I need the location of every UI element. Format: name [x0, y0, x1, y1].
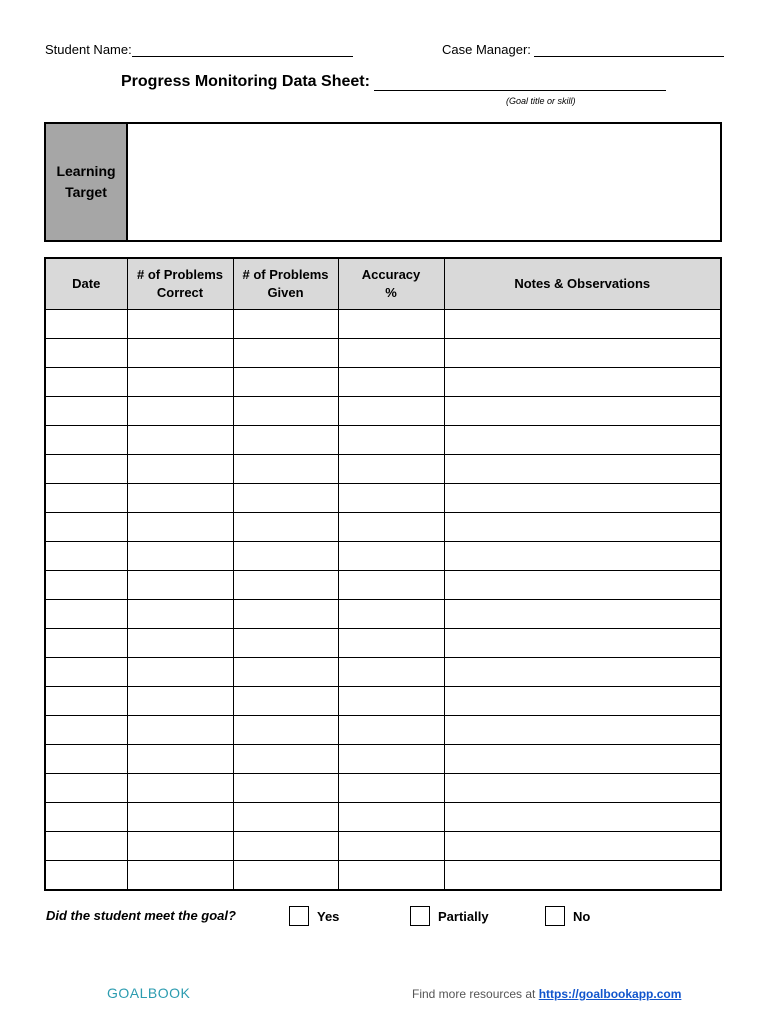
table-cell[interactable]: [233, 716, 338, 745]
table-row: [45, 426, 721, 455]
table-row: [45, 455, 721, 484]
table-cell[interactable]: [127, 513, 233, 542]
option-yes[interactable]: [289, 906, 339, 926]
learning-target-box: [44, 122, 722, 242]
table-row: [45, 600, 721, 629]
option-no[interactable]: [545, 906, 590, 926]
table-cell[interactable]: [45, 687, 127, 716]
table-cell[interactable]: [127, 600, 233, 629]
learning-target-content[interactable]: [128, 124, 720, 240]
case-manager-field[interactable]: [442, 42, 724, 57]
footer-link[interactable]: https://goalbookapp.com: [538, 987, 682, 1001]
table-body: [45, 310, 721, 891]
table-cell[interactable]: [233, 426, 338, 455]
table-cell[interactable]: [127, 542, 233, 571]
table-cell[interactable]: [233, 484, 338, 513]
table-cell[interactable]: [338, 310, 444, 339]
table-cell[interactable]: [444, 513, 721, 542]
table-cell[interactable]: [45, 339, 127, 368]
case-manager-label: Case Manager:: [442, 42, 531, 57]
table-cell[interactable]: [233, 310, 338, 339]
table-cell[interactable]: [444, 745, 721, 774]
no-label: No: [573, 908, 591, 924]
table-cell[interactable]: [45, 861, 127, 891]
table-cell[interactable]: [444, 426, 721, 455]
table-cell[interactable]: [233, 658, 338, 687]
sheet-title: [121, 73, 666, 91]
table-cell[interactable]: [127, 397, 233, 426]
table-cell[interactable]: [338, 687, 444, 716]
table-cell[interactable]: [233, 687, 338, 716]
column-header-problems-given: # of Problems Given: [233, 258, 338, 310]
table-row: [45, 542, 721, 571]
table-cell[interactable]: [233, 397, 338, 426]
table-row: [45, 774, 721, 803]
table-cell[interactable]: [444, 455, 721, 484]
table-row: [45, 745, 721, 774]
table-cell[interactable]: [444, 397, 721, 426]
table-cell[interactable]: [338, 339, 444, 368]
table-cell[interactable]: [444, 658, 721, 687]
table-cell[interactable]: [444, 832, 721, 861]
table-cell[interactable]: [444, 368, 721, 397]
case-manager-line[interactable]: [534, 42, 724, 57]
goal-check-row: [46, 906, 726, 930]
table-cell[interactable]: [127, 687, 233, 716]
table-cell[interactable]: [444, 687, 721, 716]
student-name-label: Student Name:: [45, 42, 132, 57]
progress-data-table: [44, 257, 722, 891]
table-cell[interactable]: [444, 774, 721, 803]
table-cell[interactable]: [338, 484, 444, 513]
table-cell[interactable]: [233, 455, 338, 484]
table-cell[interactable]: [338, 745, 444, 774]
table-cell[interactable]: [233, 600, 338, 629]
table-cell[interactable]: [127, 658, 233, 687]
option-partially[interactable]: [410, 906, 489, 926]
table-cell[interactable]: [338, 861, 444, 891]
table-cell[interactable]: [338, 542, 444, 571]
table-row: [45, 310, 721, 339]
table-cell[interactable]: [45, 397, 127, 426]
table-cell[interactable]: [233, 339, 338, 368]
table-cell[interactable]: [45, 629, 127, 658]
table-cell[interactable]: [127, 716, 233, 745]
table-cell[interactable]: [45, 745, 127, 774]
table-cell[interactable]: [45, 658, 127, 687]
table-cell[interactable]: [338, 803, 444, 832]
table-cell[interactable]: [233, 542, 338, 571]
table-cell[interactable]: [233, 513, 338, 542]
table-row: [45, 716, 721, 745]
table-cell[interactable]: [233, 571, 338, 600]
table-cell[interactable]: [45, 716, 127, 745]
goal-title-line[interactable]: [374, 74, 666, 91]
table-row: [45, 803, 721, 832]
table-row: [45, 658, 721, 687]
table-cell[interactable]: [338, 832, 444, 861]
table-cell[interactable]: [338, 774, 444, 803]
footer-text: [412, 987, 681, 1001]
student-name-line[interactable]: [132, 42, 353, 57]
table-cell[interactable]: [338, 368, 444, 397]
table-cell[interactable]: [444, 803, 721, 832]
table-cell[interactable]: [338, 455, 444, 484]
table-cell[interactable]: [127, 629, 233, 658]
goal-title-hint: (Goal title or skill): [506, 96, 576, 106]
table-cell[interactable]: [45, 832, 127, 861]
goal-question: Did the student meet the goal?: [46, 908, 236, 923]
table-cell[interactable]: [444, 310, 721, 339]
table-row: [45, 368, 721, 397]
table-cell[interactable]: [127, 832, 233, 861]
table-cell[interactable]: [45, 774, 127, 803]
table-cell[interactable]: [45, 368, 127, 397]
table-cell[interactable]: [127, 368, 233, 397]
table-cell[interactable]: [233, 774, 338, 803]
table-cell[interactable]: [444, 861, 721, 891]
table-cell[interactable]: [444, 629, 721, 658]
table-cell[interactable]: [45, 600, 127, 629]
table-cell[interactable]: [338, 716, 444, 745]
table-cell[interactable]: [233, 803, 338, 832]
table-cell[interactable]: [45, 803, 127, 832]
table-cell[interactable]: [127, 803, 233, 832]
table-cell[interactable]: [45, 455, 127, 484]
partially-label: Partially: [438, 908, 489, 924]
table-cell[interactable]: [233, 368, 338, 397]
table-cell[interactable]: [338, 629, 444, 658]
table-cell[interactable]: [45, 513, 127, 542]
table-cell[interactable]: [444, 716, 721, 745]
table-cell[interactable]: [338, 426, 444, 455]
table-header-row: [45, 258, 721, 310]
partially-checkbox[interactable]: [410, 906, 430, 926]
table-row: [45, 339, 721, 368]
column-header-problems-correct: # of Problems Correct: [127, 258, 233, 310]
table-cell[interactable]: [127, 861, 233, 891]
table-cell[interactable]: [338, 397, 444, 426]
table-row: [45, 832, 721, 861]
table-cell[interactable]: [338, 513, 444, 542]
table-cell[interactable]: [233, 861, 338, 891]
goalbook-logo: GOALBOOK: [107, 985, 191, 1001]
table-row: [45, 571, 721, 600]
table-cell[interactable]: [444, 542, 721, 571]
table-row: [45, 513, 721, 542]
table-cell[interactable]: [233, 745, 338, 774]
table-cell[interactable]: [127, 339, 233, 368]
table-cell[interactable]: [444, 600, 721, 629]
column-header-accuracy: Accuracy %: [338, 258, 444, 310]
table-cell[interactable]: [233, 832, 338, 861]
table-row: [45, 861, 721, 891]
table-cell[interactable]: [45, 426, 127, 455]
table-cell[interactable]: [127, 571, 233, 600]
table-cell[interactable]: [444, 484, 721, 513]
footer-caption: Find more resources at: [412, 987, 539, 1001]
table-cell[interactable]: [233, 629, 338, 658]
table-cell[interactable]: [127, 745, 233, 774]
table-cell[interactable]: [127, 426, 233, 455]
table-row: [45, 397, 721, 426]
table-cell[interactable]: [127, 455, 233, 484]
table-cell[interactable]: [444, 571, 721, 600]
table-cell[interactable]: [45, 484, 127, 513]
no-checkbox[interactable]: [545, 906, 565, 926]
table-cell[interactable]: [338, 658, 444, 687]
learning-target-label: Learning Target: [46, 124, 128, 240]
table-cell[interactable]: [127, 774, 233, 803]
table-cell[interactable]: [45, 542, 127, 571]
table-row: [45, 484, 721, 513]
table-cell[interactable]: [127, 484, 233, 513]
table-cell[interactable]: [45, 310, 127, 339]
table-cell[interactable]: [127, 310, 233, 339]
table-row: [45, 629, 721, 658]
sheet-title-text: Progress Monitoring Data Sheet:: [121, 73, 370, 90]
student-name-field[interactable]: [45, 42, 353, 57]
table-cell[interactable]: [338, 571, 444, 600]
yes-checkbox[interactable]: [289, 906, 309, 926]
table-cell[interactable]: [45, 571, 127, 600]
yes-label: Yes: [317, 908, 340, 924]
table-cell[interactable]: [338, 600, 444, 629]
table-cell[interactable]: [444, 339, 721, 368]
column-header-notes: Notes & Observations: [444, 258, 721, 310]
column-header-date: Date: [45, 258, 127, 310]
table-row: [45, 687, 721, 716]
